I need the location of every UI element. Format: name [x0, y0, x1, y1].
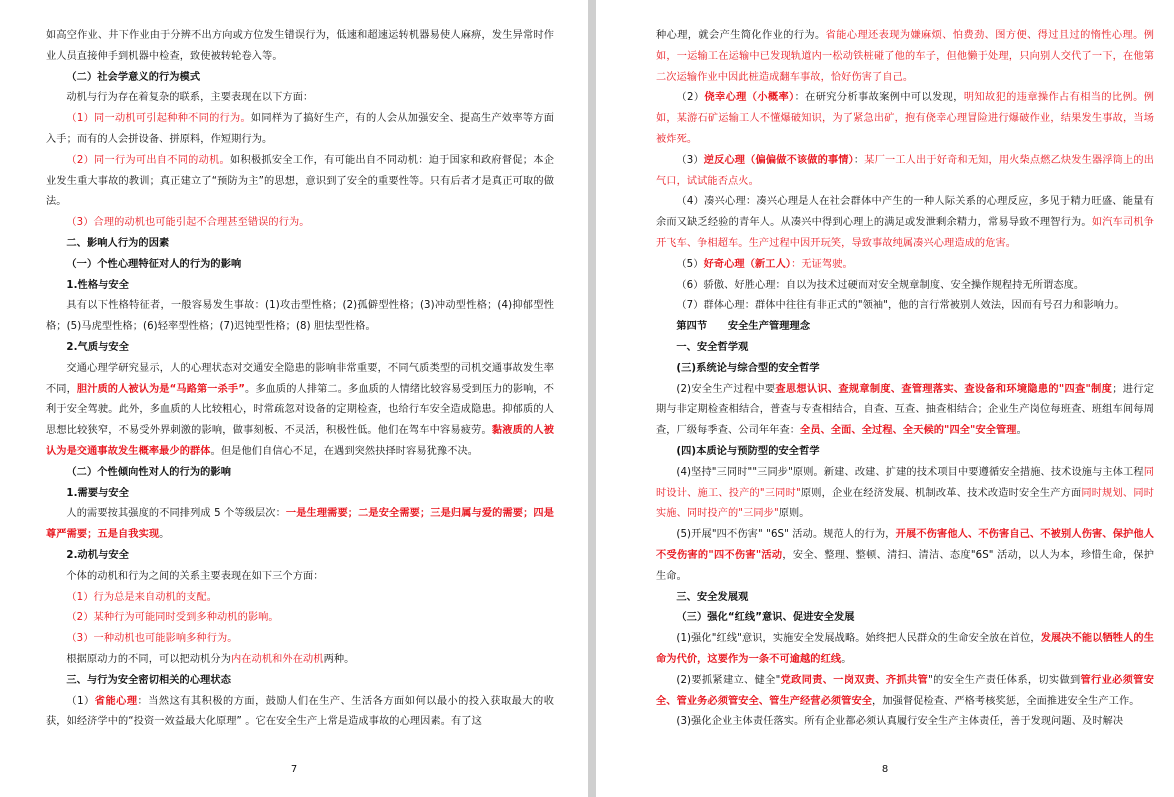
- text-run: （三）强化“红线”意识、促进安全发展: [676, 612, 855, 624]
- text-run: （2）: [676, 92, 705, 104]
- highlighted-text: （3）合理的动机也可能引起不合理甚至错误的行为。: [66, 217, 310, 229]
- paragraph: [656, 671, 1154, 713]
- section-heading: [656, 338, 1154, 359]
- paragraph: [656, 255, 1154, 276]
- section-heading: [656, 588, 1154, 609]
- paragraph: [46, 88, 554, 109]
- paragraph: [46, 629, 554, 650]
- highlighted-text: （2）某种行为可能同时受到多种动机的影响。: [66, 612, 279, 624]
- highlighted-text: （1）同一动机可引起种种不同的行为。: [66, 113, 251, 125]
- section-heading: [46, 68, 554, 89]
- section-heading: [46, 671, 554, 692]
- highlighted-text: 某厂一工人出于好奇和无知，用火柴点燃乙炔发生器浮筒上的出气口，试试能否点火。: [656, 154, 1154, 187]
- paragraph: [46, 359, 554, 463]
- paragraph: [46, 504, 554, 546]
- page-number-left: 7: [290, 764, 298, 775]
- highlighted-text: （1）行为总是来自动机的支配。: [66, 591, 217, 603]
- text-run: "的安全生产责任体系，切实做到: [928, 674, 1081, 686]
- paragraph: [656, 192, 1154, 254]
- paragraph: [656, 629, 1154, 671]
- highlighted-text: 明知故犯的违章操作占有相当的比例。例如，某游石矿运输工人不懂爆破知识，为了紧急出矿，抱有侥幸心理冒险进行爆破作业，结果发生事故，当场被炸死。: [656, 92, 1154, 145]
- section-heading: [46, 463, 554, 484]
- paragraph: [656, 151, 1154, 193]
- paragraph: [46, 26, 554, 68]
- highlighted-text: （3）一种动机也可能影响多种行为。: [66, 633, 238, 645]
- highlighted-text: 同时规划、同时实施、同时投产的"三同步": [656, 487, 1155, 520]
- section-heading: [46, 234, 554, 255]
- text-run: 一、安全哲学观: [676, 341, 749, 353]
- page-right: [596, 0, 1174, 797]
- highlighted-text: 开展不伤害他人、不伤害自己、不被别人伤害、保护他人不受伤害的"四不伤害"活动: [656, 529, 1154, 561]
- text-run: (2)安全生产过程中要: [676, 383, 776, 395]
- highlighted-text: 胆汁质的人被认为是“马路第一杀手”: [76, 383, 246, 395]
- text-run: (四)本质论与预防型的安全哲学: [676, 445, 820, 457]
- text-run: （7）群体心理：群体中往往有非正式的"领袖"，他的言行常被别人效法，因而有号召力和影响力。: [676, 300, 1125, 312]
- paragraph: [656, 26, 1154, 88]
- text-run: 原则，企业在经济发展、机制改革、技术改造时安全生产方面: [800, 487, 1082, 499]
- section-heading: [656, 608, 1154, 629]
- text-run: 根据原动力的不同，可以把动机分为: [66, 653, 231, 665]
- paragraph: [656, 712, 1154, 733]
- section-heading: [656, 359, 1154, 380]
- section-heading: [46, 484, 554, 505]
- section-heading: [46, 255, 554, 276]
- highlighted-text: 管行业必须管安全、管业务必须管安全、管生产经营必须管安全: [656, 674, 1154, 707]
- text-run: 第四节 安全生产管理理念: [676, 321, 811, 333]
- paragraph: [46, 608, 554, 629]
- text-run: ；进行定期与非定期检查相结合，普查与专查相结合，自查、互查、抽查相结合；企业生产岗位每班查、班组车间每周查，厂级每季查、公司年年查：: [656, 383, 1154, 437]
- text-run: （6）骄傲、好胜心理：自以为技术过硬而对安全规章制度、安全操作规程持无所谓态度。: [676, 279, 1085, 291]
- text-run: 两种。: [323, 653, 355, 665]
- text-run: （5）: [676, 258, 704, 270]
- paragraph: [46, 109, 554, 151]
- paragraph: [46, 151, 554, 213]
- highlighted-text: 党政同责、一岗双责、齐抓共管: [780, 674, 929, 686]
- text-run: 原则。: [778, 508, 810, 520]
- text-run: (4)坚持"三同时""三同步"原则。新建、改建、扩建的技术项目中要遵循安全措施、技术设施与主体工程: [676, 466, 1144, 478]
- paragraph: [656, 380, 1154, 442]
- text-run: 2.动机与安全: [66, 549, 129, 561]
- text-run: (三)系统论与综合型的安全哲学: [676, 362, 820, 374]
- highlighted-text: 全员、全面、全过程、全天候的"四全"安全管理: [800, 425, 1017, 437]
- paragraph: [656, 296, 1154, 317]
- highlighted-text: 查思想认识、查规章制度、查管理落实、查设备和环境隐患的"四查"制度: [775, 383, 1113, 395]
- section-heading: [656, 317, 1154, 338]
- text-run: (1)强化"红线"意识，实施安全发展战略。始终把人民群众的生命安全放在首位，: [676, 633, 1041, 645]
- page-number-right: 8: [881, 764, 889, 775]
- highlighted-text: 内在动机和外在动机: [231, 653, 324, 665]
- paragraph: [656, 276, 1154, 297]
- text-run: 。但是他们自信心不足，在遇到突然抉择时容易犹豫不决。: [210, 445, 479, 457]
- text-run: 三、与行为安全密切相关的心理状态: [66, 674, 231, 686]
- highlighted-text: 逆反心理（偏偏做不该做的事情）: [703, 154, 854, 166]
- text-run: 人的需要按其强度的不同排列成 5 个等级层次：: [66, 508, 286, 520]
- text-run: (3)强化企业主体责任落实。所有企业都必须认真履行安全生产主体责任，善于发现问题、及时解决: [676, 716, 1124, 728]
- text-run: 。: [159, 529, 170, 541]
- text-run: 2.气质与安全: [66, 341, 129, 353]
- text-run: 具有以下性格特征者，一般容易发生事故：(1)攻击型性格；(2)孤僻型性格；(3)冲动型性格；(4)抑郁型性格；(5)马虎型性格；(6)轻率型性格；(7)迟钝型性格；(8) 胆怯型性格。: [46, 300, 554, 333]
- highlighted-text: 同时设计、施工、投产的"三同时": [656, 466, 1154, 499]
- text-run: 如同样为了搞好生产，有的人会从加强安全、提高生产效率等方面入手；而有的人会拼设备、拼原料，作短期行为。: [46, 113, 555, 145]
- text-run: 如高空作业、井下作业由于分辨不出方向或方位发生错误行为，低速和超速运转机器易使人麻痹，发生异常时作业人员直接伸手到机器中检查，致使被转轮卷入等。: [46, 30, 554, 62]
- highlighted-text: ：无证驾驶。: [791, 258, 853, 270]
- section-heading: [656, 442, 1154, 463]
- paragraph: [656, 463, 1154, 525]
- text-run: ：当然这有其积极的方面，鼓励人们在生产、生活各方面如何以最小的投入获取最大的收获，如经济学中的“投资一效益最大化原理” 。它在安全生产上常是造成事故的心理因素。有了这: [46, 695, 554, 728]
- paragraph: [46, 588, 554, 609]
- highlighted-text: 一是生理需要；二是安全需要；三是归属与爱的需要；四是尊严需要；五是自我实现: [46, 508, 554, 541]
- text-run: （二）个性倾向性对人的行为的影响: [66, 466, 231, 478]
- text-run: ：: [853, 154, 865, 166]
- text-run: 。: [1016, 425, 1027, 437]
- text-run: （1）: [66, 695, 95, 707]
- text-run: ，安全、整理、整顿、清扫、清洁、态度"6S" 活动，以人为本，珍惜生命，保护生命。: [656, 549, 1154, 582]
- paragraph: [656, 525, 1154, 587]
- highlighted-text: 省能心理: [94, 695, 138, 707]
- text-run: （一）个性心理特征对人的行为的影响: [66, 258, 242, 270]
- text-run: 动机与行为存在着复杂的联系，主要表现在以下方面：: [66, 92, 314, 104]
- text-run: (5)开展"四不伤害" "6S" 活动。规范人的行为，: [676, 529, 896, 541]
- paragraph: [46, 567, 554, 588]
- text-run: 个体的动机和行为之间的关系主要表现在如下三个方面：: [66, 570, 324, 582]
- paragraph: [46, 692, 554, 734]
- section-heading: [46, 338, 554, 359]
- text-run: 种心理，就会产生简化作业的行为。: [656, 30, 826, 41]
- text-run: (2)要抓紧建立、健全": [676, 674, 781, 686]
- page-left-body: [46, 26, 554, 733]
- highlighted-text: （2）同一行为可出自不同的动机。: [66, 154, 230, 166]
- page-gutter: [588, 0, 596, 797]
- text-run: 。: [841, 653, 852, 665]
- text-run: 。多血质的人排第二。多血质的人情绪比较容易受到压力的影响，不利于安全驾驶。此外，多血质的人比较粗心，时常疏忽对设备的定期检查，也给行车安全造成隐患。抑郁质的人思想比较狭窄，不易受外界刺激的影响，做事刻板、不灵活，积极性低。他们在驾车中容易疲劳。: [46, 383, 555, 437]
- text-run: （4）凑兴心理：凑兴心理是人在社会群体中产生的一种人际关系的心理反应，多见于精力旺盛、能量有余而又缺乏经验的青年人。从凑兴中得到心理上的满足或发泄剩余精力，常易导致不理智行为。: [656, 196, 1154, 229]
- section-heading: [46, 276, 554, 297]
- text-run: ：在研究分析事故案例中可以发现，: [794, 92, 964, 104]
- text-run: ，加强督促检查、严格考核奖惩，全面推进安全生产工作。: [872, 695, 1140, 707]
- paragraph: [46, 650, 554, 671]
- paragraph: [656, 88, 1154, 150]
- text-run: 三、安全发展观: [676, 591, 749, 603]
- highlighted-text: 侥幸心理（小概率）: [704, 92, 795, 104]
- text-run: 二、影响人行为的因素: [66, 237, 170, 249]
- paragraph: [46, 296, 554, 338]
- highlighted-text: 如汽车司机争开飞车、争相超车。生产过程中因开玩笑，导致事故纯属凑兴心理造成的危害。: [656, 217, 1154, 249]
- text-run: （二）社会学意义的行为模式: [66, 71, 201, 83]
- highlighted-text: 好奇心理（新工人）: [703, 258, 792, 270]
- text-run: 1.性格与安全: [66, 279, 129, 291]
- text-run: （3）: [676, 154, 704, 166]
- paragraph: [46, 213, 554, 234]
- highlighted-text: 省能心理还表现为嫌麻烦、怕费劲、图方便、得过且过的惰性心理。例如，一运输工在运输中已发现轨道内一松动铁桩碰了他的车子，但他懒于处理，只向别人交代了一下，在他第二次运输作业中因此桩造成翻车事故，恰好伤害了自己。: [656, 30, 1154, 83]
- highlighted-text: 发展决不能以牺牲人的生命为代价，这要作为一条不可逾越的红线: [656, 633, 1154, 665]
- text-run: 交通心理学研究显示，人的心理状态对交通安全隐患的影响非常重要，不同气质类型的司机交通事故发生率不同，: [46, 362, 554, 395]
- text-run: 如积极抓安全工作，有可能出自不同动机：迫于国家和政府督促；本企业发生重大事故的教训；真正建立了“预防为主”的思想，意识到了安全的重要性等。只有后者才是真正可取的做法。: [46, 154, 554, 208]
- section-heading: [46, 546, 554, 567]
- page-right-body: [656, 26, 1154, 733]
- text-run: 1.需要与安全: [66, 487, 129, 499]
- highlighted-text: 黏液质的人被认为是交通事故发生概率最少的群体: [46, 425, 554, 457]
